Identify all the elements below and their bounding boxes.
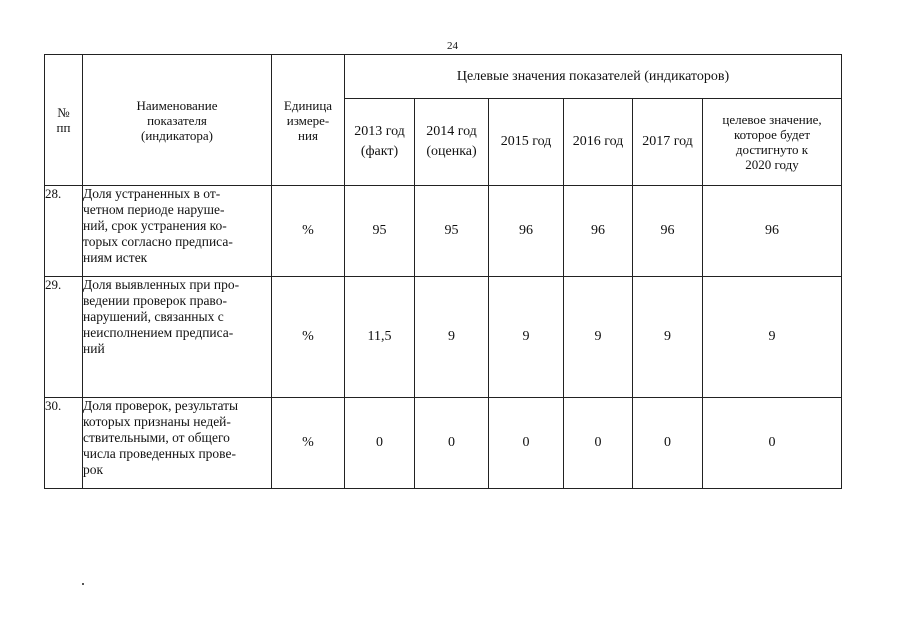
value-2015: 9 — [489, 277, 564, 398]
value-2020-target: 96 — [703, 186, 842, 277]
value-2017: 96 — [633, 186, 703, 277]
value-2016: 96 — [564, 186, 633, 277]
table-row — [45, 398, 842, 489]
value-2013: 11,5 — [345, 277, 415, 398]
value-2014: 9 — [415, 277, 489, 398]
row-number: 28. — [45, 186, 83, 277]
table-row — [45, 277, 842, 398]
value-2017: 0 — [633, 398, 703, 489]
value-2013: 95 — [345, 186, 415, 277]
unit-cell: % — [272, 277, 345, 398]
value-2016: 9 — [564, 277, 633, 398]
header-target-2020: целевое значение, которое будет достигнуто к 2020 году — [703, 99, 842, 186]
value-2016: 0 — [564, 398, 633, 489]
indicator-name: Доля проверок, результаты которых признаны недей- ствительными, от общего числа проведенных прове- рок — [83, 398, 272, 489]
value-2014: 95 — [415, 186, 489, 277]
scan-speck — [82, 583, 84, 585]
header-unit: Единица измере- ния — [272, 55, 345, 186]
value-2017: 9 — [633, 277, 703, 398]
row-number: 29. — [45, 277, 83, 398]
row-number: 30. — [45, 398, 83, 489]
indicators-table — [44, 54, 842, 489]
value-2020-target: 9 — [703, 277, 842, 398]
header-year-2015: 2015 год — [489, 99, 564, 186]
value-2013: 0 — [345, 398, 415, 489]
header-year-2013: 2013 год (факт) — [345, 99, 415, 186]
header-target-values: Целевые значения показателей (индикаторов) — [345, 55, 842, 99]
unit-cell: % — [272, 398, 345, 489]
value-2020-target: 0 — [703, 398, 842, 489]
page-number: 24 — [447, 40, 458, 52]
unit-cell: % — [272, 186, 345, 277]
header-year-2017: 2017 год — [633, 99, 703, 186]
indicator-name: Доля выявленных при про- ведении проверок право- нарушений, связанных с неисполнением предписа- ний — [83, 277, 272, 398]
indicator-name: Доля устраненных в от- четном периоде наруше- ний, срок устранения ко- торых согласно предписа- ниям истек — [83, 186, 272, 277]
value-2014: 0 — [415, 398, 489, 489]
value-2015: 0 — [489, 398, 564, 489]
header-year-2014: 2014 год (оценка) — [415, 99, 489, 186]
value-2015: 96 — [489, 186, 564, 277]
header-number: № пп — [45, 55, 83, 186]
header-name: Наименование показателя (индикатора) — [83, 55, 272, 186]
header-year-2016: 2016 год — [564, 99, 633, 186]
table-row — [45, 186, 842, 277]
